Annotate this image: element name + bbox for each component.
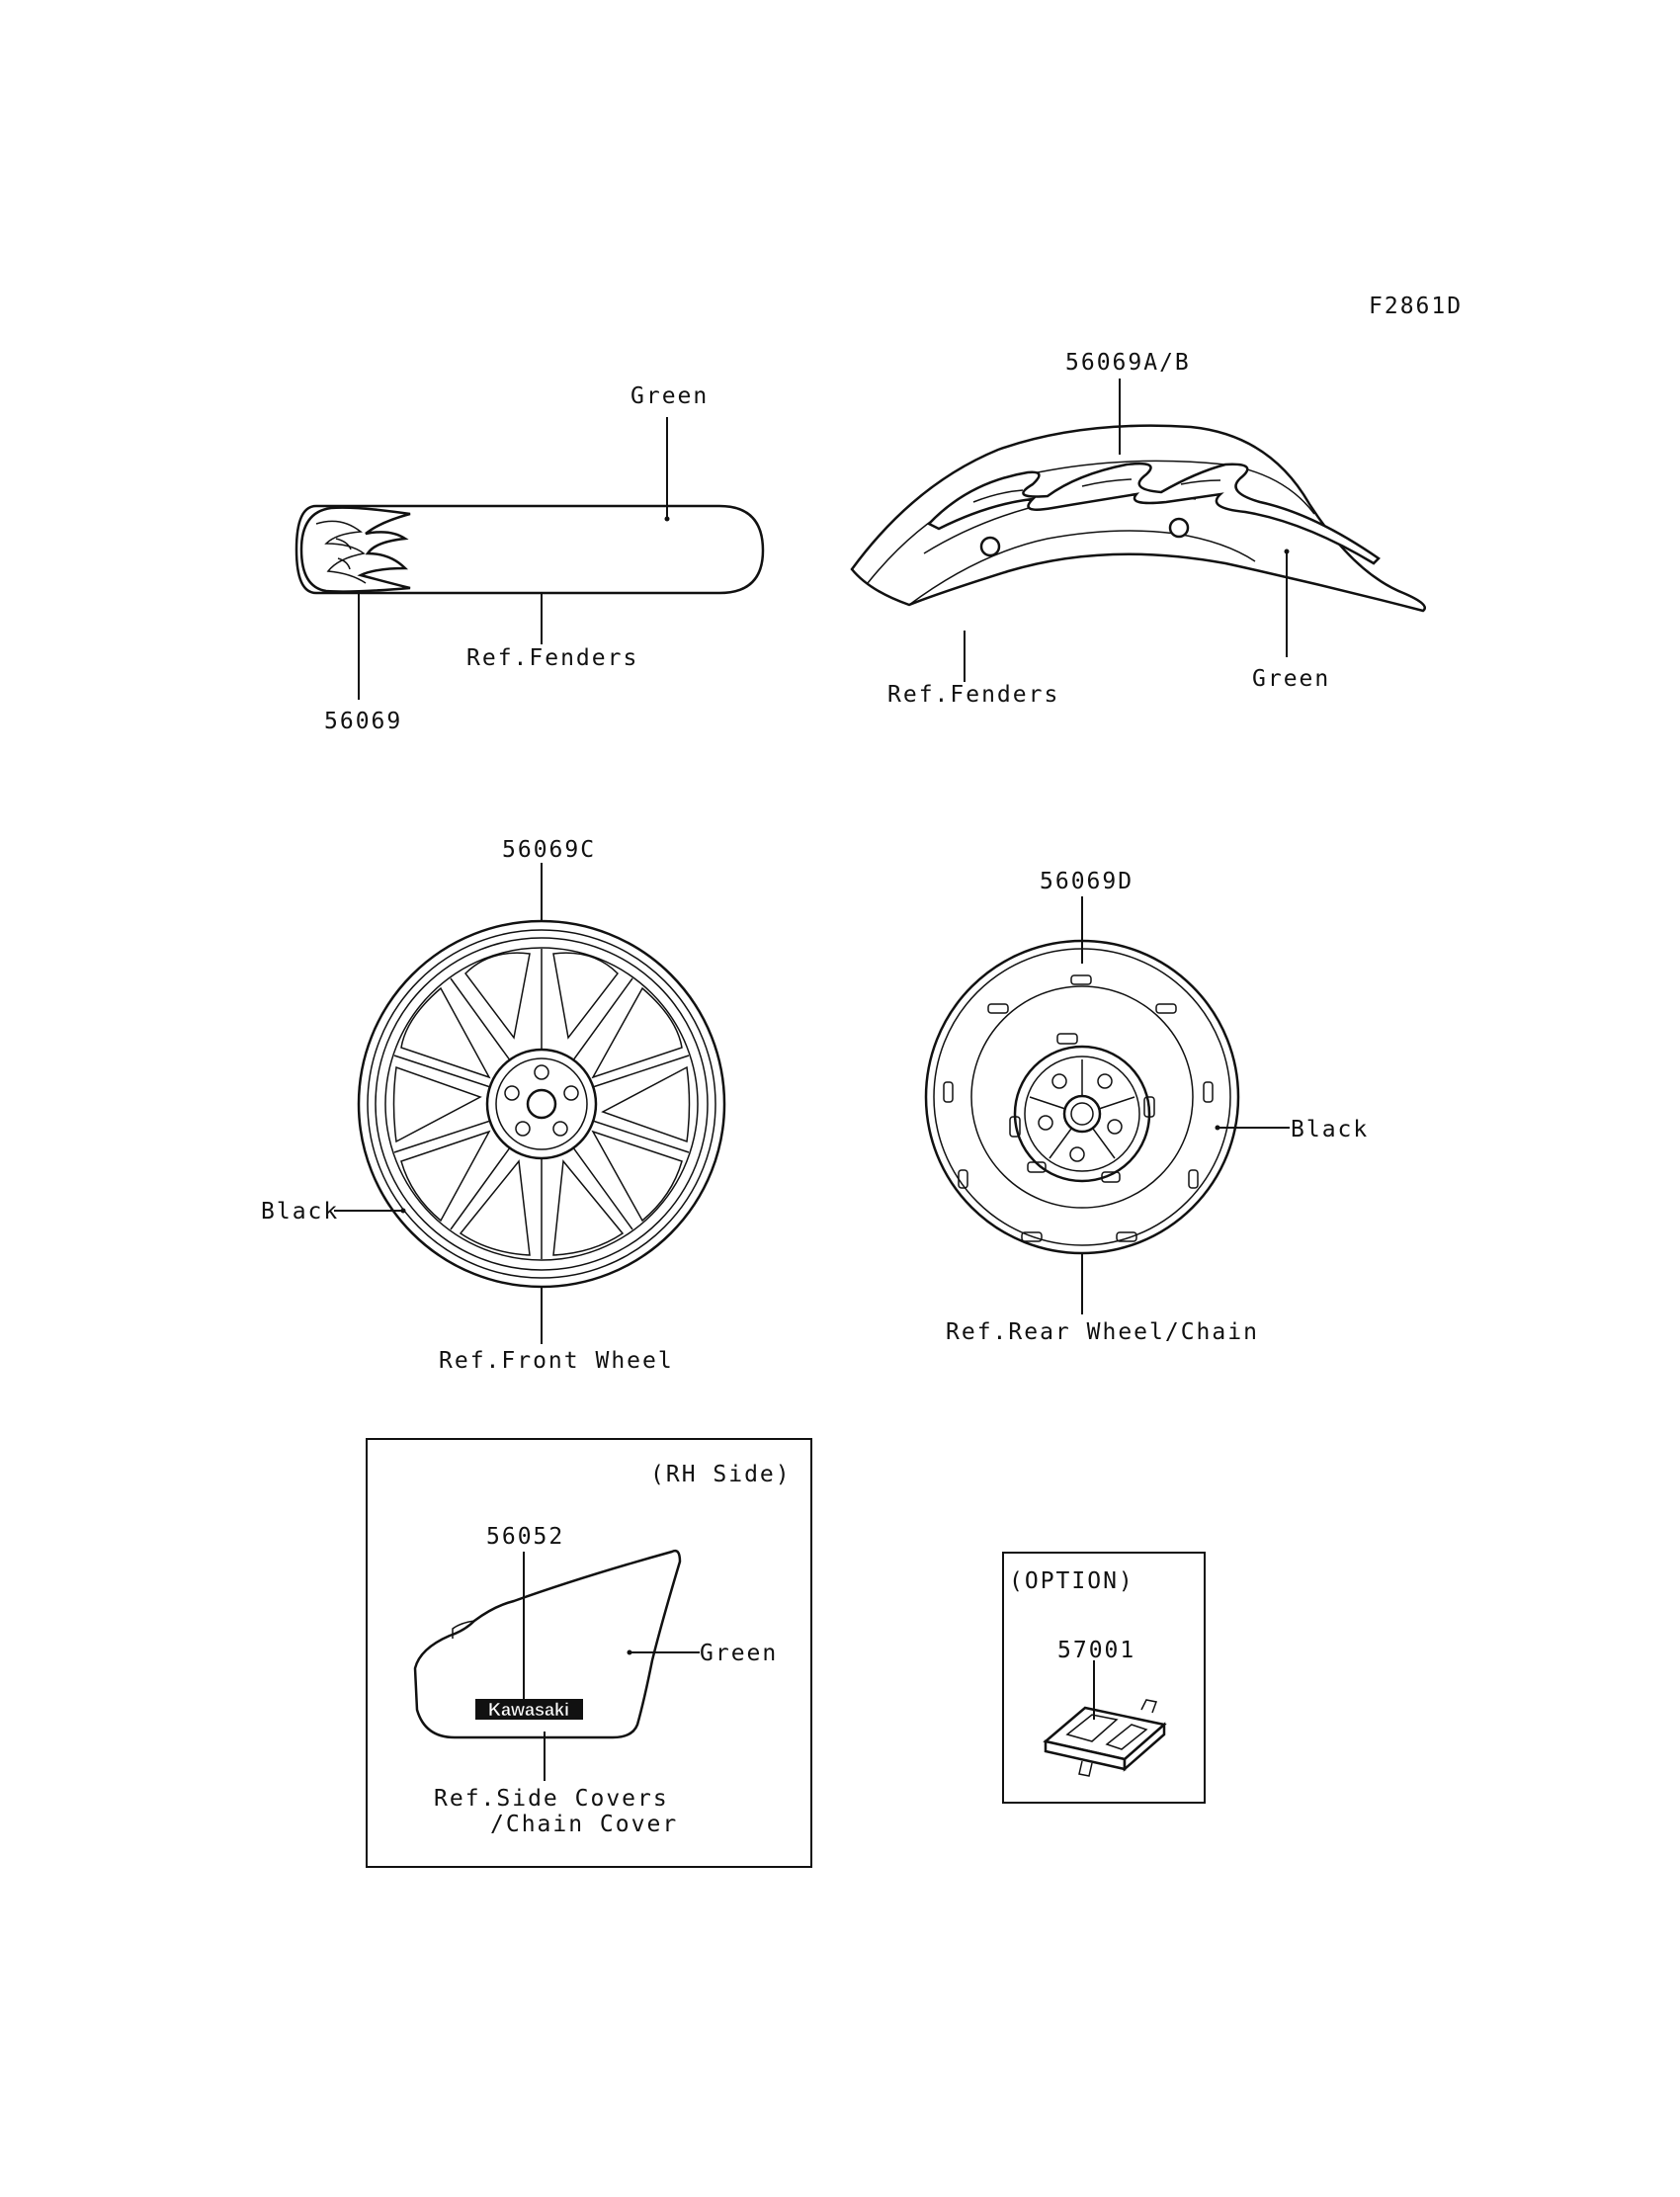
side-cover-panel-title: (RH Side) [650,1462,792,1487]
side-cover-panel [367,1439,811,1867]
side-cover-ref-label-line1: Ref.Side Covers [434,1786,669,1812]
rear-wheel-illustration[interactable] [926,941,1238,1253]
rear-wheel-part-no: 56069D [1040,869,1134,894]
side-cover-ref-label-line2: /Chain Cover [490,1812,679,1837]
side-cover-color-label: Green [700,1641,779,1666]
rear-wheel-group [926,869,1369,1345]
front-fender-ref-label: Ref.Fenders [466,645,639,671]
rear-fender-color-label: Green [1252,666,1331,692]
side-cover-part-no: 56052 [486,1524,565,1550]
rear-wheel-ref-label: Ref.Rear Wheel/Chain [946,1319,1259,1345]
figure-code: F2861D [1369,294,1464,319]
front-fender-color-label: Green [630,383,710,409]
kawasaki-emblem-text: Kawasaki [487,1700,570,1720]
front-wheel-ref-label: Ref.Front Wheel [439,1348,674,1374]
rear-wheel-color-label: Black [1291,1117,1370,1142]
front-wheel-illustration[interactable] [359,921,724,1287]
option-part-no: 57001 [1057,1638,1136,1663]
rear-fender-part-no: 56069A/B [1065,350,1191,376]
option-panel-title: (OPTION) [1009,1568,1134,1594]
front-wheel-color-label: Black [261,1199,340,1225]
option-part-illustration[interactable] [1046,1700,1164,1776]
option-panel [1003,1553,1205,1803]
rear-fender-group [852,350,1425,708]
front-fender-group [296,383,763,734]
front-wheel-group [261,837,724,1374]
rear-fender-ref-label: Ref.Fenders [887,682,1060,708]
front-wheel-part-no: 56069C [502,837,597,863]
front-fender-part-no: 56069 [324,709,403,734]
